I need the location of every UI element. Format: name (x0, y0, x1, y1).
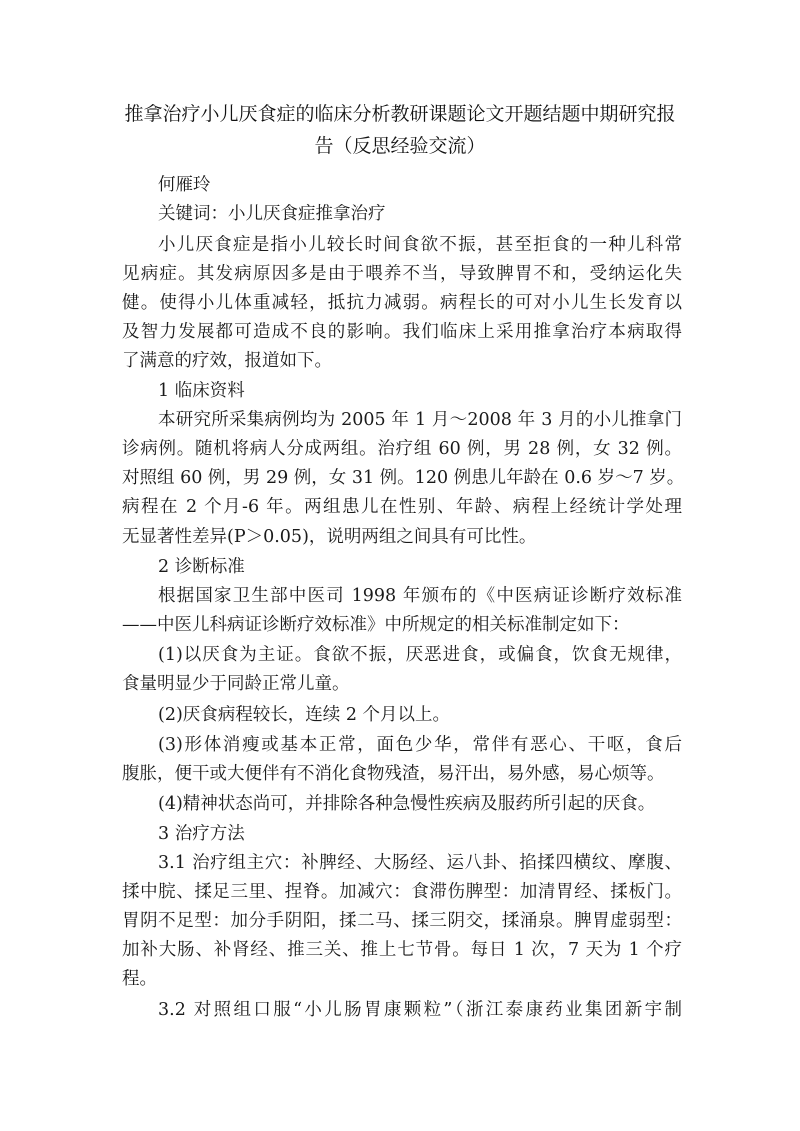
paragraph-line: 胃阴不足型：加分手阴阳，揉二马、揉三阴交，揉涌泉。脾胃虚弱型： (122, 911, 682, 931)
paragraph-line: ——中医儿科病证诊断疗效标准》中所规定的相关标准制定如下： (122, 615, 630, 635)
paragraph-line: 3.1 治疗组主穴：补脾经、大肠经、运八卦、掐揉四横纹、摩腹、 (158, 853, 682, 873)
paragraph-line: 诊病例。随机将病人分成两组。治疗组 60 例，男 28 例，女 32 例。 (122, 439, 682, 459)
paragraph-line: 病程在 2 个月-6 年。两组患儿在性别、年龄、病程上经统计学处理 (122, 497, 682, 517)
paragraph-line: 小儿厌食症是指小儿较长时间食欲不振，甚至拒食的一种儿科常 (158, 235, 682, 255)
paragraph-line: (2)厌食病程较长，连续 2 个月以上。 (158, 705, 451, 725)
paragraph-line: 程。 (122, 969, 157, 989)
paragraph-line: 了满意的疗效，报道如下。 (122, 351, 332, 371)
section-heading: 1 临床资料 (158, 381, 245, 401)
title-line-2: 告（反思经验交流） (314, 135, 486, 157)
paragraph-line: 健。使得小儿体重减轻，抵抗力减弱。病程长的可对小儿生长发育以 (122, 293, 682, 313)
paragraph-line: 对照组 60 例，男 29 例，女 31 例。120 例患儿年龄在 0.6 岁～7 岁。 (122, 468, 685, 488)
paragraph-line: 本研究所采集病例均为 2005 年 1 月～2008 年 3 月的小儿推拿门 (158, 410, 682, 430)
paragraph-line: 食量明显少于同龄正常儿童。 (122, 674, 350, 694)
author-name: 何雁玲 (158, 175, 211, 195)
keywords-line: 关键词：小儿厌食症推拿治疗 (158, 204, 386, 224)
title-line-1: 推拿治疗小儿厌食症的临床分析教研课题论文开题结题中期研究报 (124, 103, 676, 125)
paragraph-line: 无显著性差异(P＞0.05)，说明两组之间具有可比性。 (122, 527, 537, 547)
section-heading: 3 治疗方法 (158, 824, 245, 844)
document-title (110, 98, 690, 162)
paragraph-line: 根据国家卫生部中医司 1998 年颁布的《中医病证诊断疗效标准 (158, 586, 682, 606)
paragraph-line: 及智力发展都可造成不良的影响。我们临床上采用推拿治疗本病取得 (122, 322, 682, 342)
paragraph-line: (1)以厌食为主证。食欲不振，厌恶进食，或偏食，饮食无规律， (158, 645, 682, 665)
paragraph-line: 揉中脘、揉足三里、捏脊。加减穴：食滞伤脾型：加清胃经、揉板门。 (122, 882, 682, 902)
paragraph-line: 3.2 对照组口服“小儿肠胃康颗粒”（浙江泰康药业集团新宇制 (158, 1000, 682, 1020)
paragraph-line: 见病症。其发病原因多是由于喂养不当，导致脾胃不和，受纳运化失 (122, 264, 682, 284)
section-heading: 2 诊断标准 (158, 557, 245, 577)
paragraph-line: (4)精神状态尚可，并排除各种急慢性疾病及服药所引起的厌食。 (158, 794, 656, 814)
paragraph-line: 腹胀，便干或大便伴有不消化食物残渣，易汗出，易外感，易心烦等。 (122, 764, 665, 784)
paragraph-line: (3)形体消瘦或基本正常，面色少华，常伴有恶心、干呕，食后 (158, 735, 682, 755)
paragraph-line: 加补大肠、补肾经、推三关、推上七节骨。每日 1 次，7 天为 1 个疗 (122, 940, 682, 960)
